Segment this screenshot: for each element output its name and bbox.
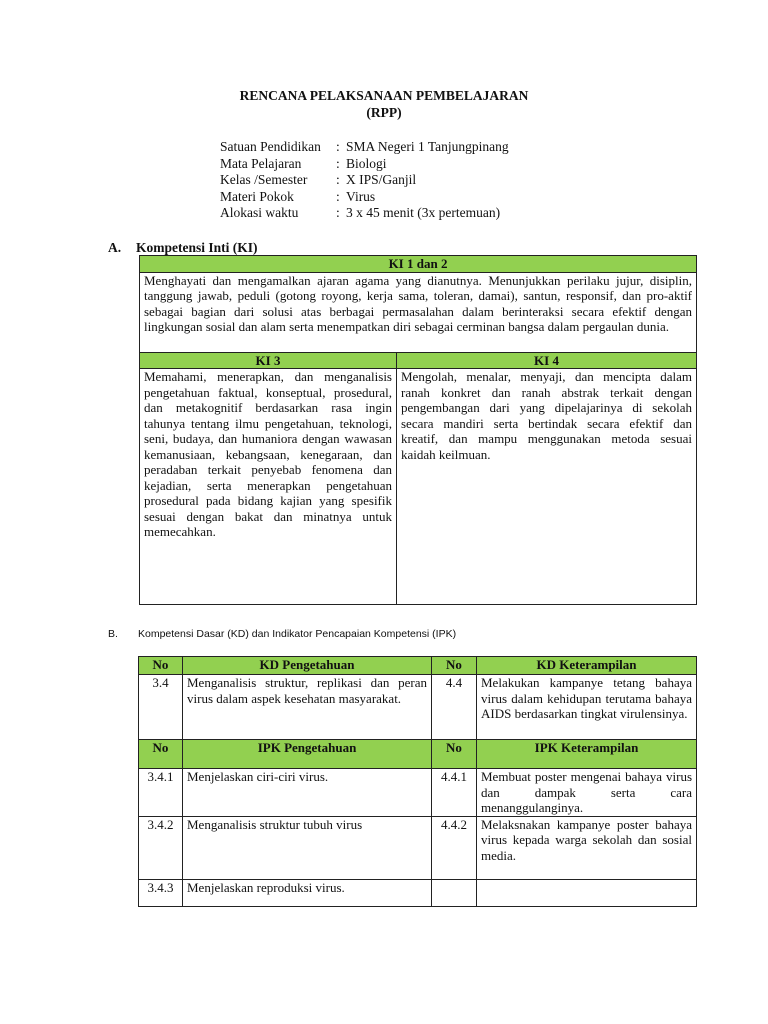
- kd-number: 3.4: [139, 675, 183, 740]
- ipk-number: [432, 879, 477, 906]
- ki4-header: KI 4: [397, 352, 697, 369]
- section-a-title: Kompetensi Inti (KI): [136, 240, 258, 255]
- ipk-keterampilan-text: Membuat poster mengenai bahaya virus dan dampak serta cara menanggulanginya.: [477, 769, 697, 817]
- ipk-number: 4.4.2: [432, 816, 477, 879]
- identity-block: [220, 139, 509, 222]
- identity-value: 3 x 45 menit (3x pertemuan): [346, 205, 501, 221]
- kd-no-header: No: [139, 657, 183, 675]
- ipk-keterampilan-text: Melaksnakan kampanye poster bahaya virus kepada warga sekolah dan sosial media.: [477, 816, 697, 879]
- ki3-text: Memahami, menerapkan, dan menganalisis pengetahuan faktual, konseptual, prosedural, dan metakognitif berdasarkan rasa ingin tahunya tentang ilmu pengetahuan, teknologi, seni, budaya, dan humaniora dengan wawasan kemanusiaan, kebangsaan, kenegaraan, dan peradaban terkait penyebab fenomena dan kejadian, serta menerapkan pengetahuan prosedural pada bidang kajian yang spesifik sesuai dengan bakat dan minatnya untuk memecahkan.: [140, 369, 397, 605]
- ipk-number: 3.4.3: [139, 879, 183, 906]
- identity-separator: :: [336, 155, 340, 171]
- section-b-letter: B.: [108, 628, 118, 640]
- kd-ipk-table: [138, 656, 697, 907]
- section-a-letter: A.: [108, 240, 122, 255]
- table-row: [139, 879, 697, 906]
- identity-label: Alokasi waktu: [220, 205, 299, 221]
- document-subtitle: (RPP): [366, 105, 402, 120]
- ki-table: [139, 255, 697, 605]
- ipk-no-header: No: [139, 740, 183, 769]
- ki4-text: Mengolah, menalar, menyaji, dan mencipta dalam ranah konkret dan ranah abstrak terkait dengan pengembangan dari yang dipelajarinya di sekolah secara mandiri serta bertindak secara efektif dan kreatif, dan mampu menggunakan metoda sesuai kaidah keilmuan.: [397, 369, 697, 605]
- ipk-number: 3.4.2: [139, 816, 183, 879]
- ipk-pengetahuan-text: Menjelaskan ciri-ciri virus.: [183, 769, 432, 817]
- identity-row: [220, 205, 509, 222]
- ipk-no-header: No: [432, 740, 477, 769]
- ipk-pengetahuan-text: Menjelaskan reproduksi virus.: [183, 879, 432, 906]
- kd-keterampilan-text: Melakukan kampanye tetang bahaya virus dalam kehidupan terutama bahaya AIDS berdasarkan tingkat virulensinya.: [477, 675, 697, 740]
- identity-label: Materi Pokok: [220, 188, 294, 204]
- identity-label: Mata Pelajaran: [220, 155, 302, 171]
- identity-separator: :: [336, 139, 340, 154]
- identity-value: X IPS/Ganjil: [346, 172, 417, 188]
- ipk-keterampilan-header: IPK Keterampilan: [477, 740, 697, 769]
- ipk-pengetahuan-header: IPK Pengetahuan: [183, 740, 432, 769]
- identity-separator: :: [336, 205, 340, 221]
- ipk-pengetahuan-text: Menganalisis struktur tubuh virus: [183, 816, 432, 879]
- ipk-number: 3.4.1: [139, 769, 183, 817]
- identity-separator: :: [336, 188, 340, 204]
- ipk-keterampilan-text: [477, 879, 697, 906]
- identity-row: [220, 189, 509, 206]
- identity-row: [220, 172, 509, 189]
- identity-value: Virus: [346, 188, 376, 204]
- kd-pengetahuan-text: Menganalisis struktur, replikasi dan peran virus dalam aspek kesehatan masyarakat.: [183, 675, 432, 740]
- section-a-heading: [108, 240, 258, 256]
- table-row: [139, 816, 697, 879]
- identity-separator: :: [336, 172, 340, 188]
- ki3-header: KI 3: [140, 352, 397, 369]
- identity-row: [220, 156, 509, 173]
- ipk-number: 4.4.1: [432, 769, 477, 817]
- table-row: [139, 769, 697, 817]
- kd-no-header: No: [432, 657, 477, 675]
- ki12-text: Menghayati dan mengamalkan ajaran agama yang dianutnya. Menunjukkan perilaku jujur, disiplin, tanggung jawab, peduli (gotong royong, kerja sama, toleran, damai), santun, responsif, dan pro-aktif sebagai bagian dari solusi atas berbagai permasalahan dalam berinteraksi secara efektif dengan lingkungan sosial dan alam serta menempatkan diri sebagai cerminan bangsa dalam pergaulan dunia.: [140, 272, 697, 352]
- ki12-header: KI 1 dan 2: [140, 256, 697, 273]
- kd-pengetahuan-header: KD Pengetahuan: [183, 657, 432, 675]
- kd-number: 4.4: [432, 675, 477, 740]
- identity-label: Kelas /Semester: [220, 172, 308, 188]
- section-b-heading: [108, 628, 456, 640]
- identity-label: Satuan Pendidikan: [220, 139, 321, 154]
- identity-row: [220, 139, 509, 156]
- identity-value: SMA Negeri 1 Tanjungpinang: [346, 139, 509, 154]
- section-b-title: Kompetensi Dasar (KD) dan Indikator Pencapaian Kompetensi (IPK): [138, 628, 457, 640]
- identity-value: Biologi: [346, 155, 387, 171]
- document-title: RENCANA PELAKSANAAN PEMBELAJARAN: [239, 88, 529, 103]
- kd-keterampilan-header: KD Keterampilan: [477, 657, 697, 675]
